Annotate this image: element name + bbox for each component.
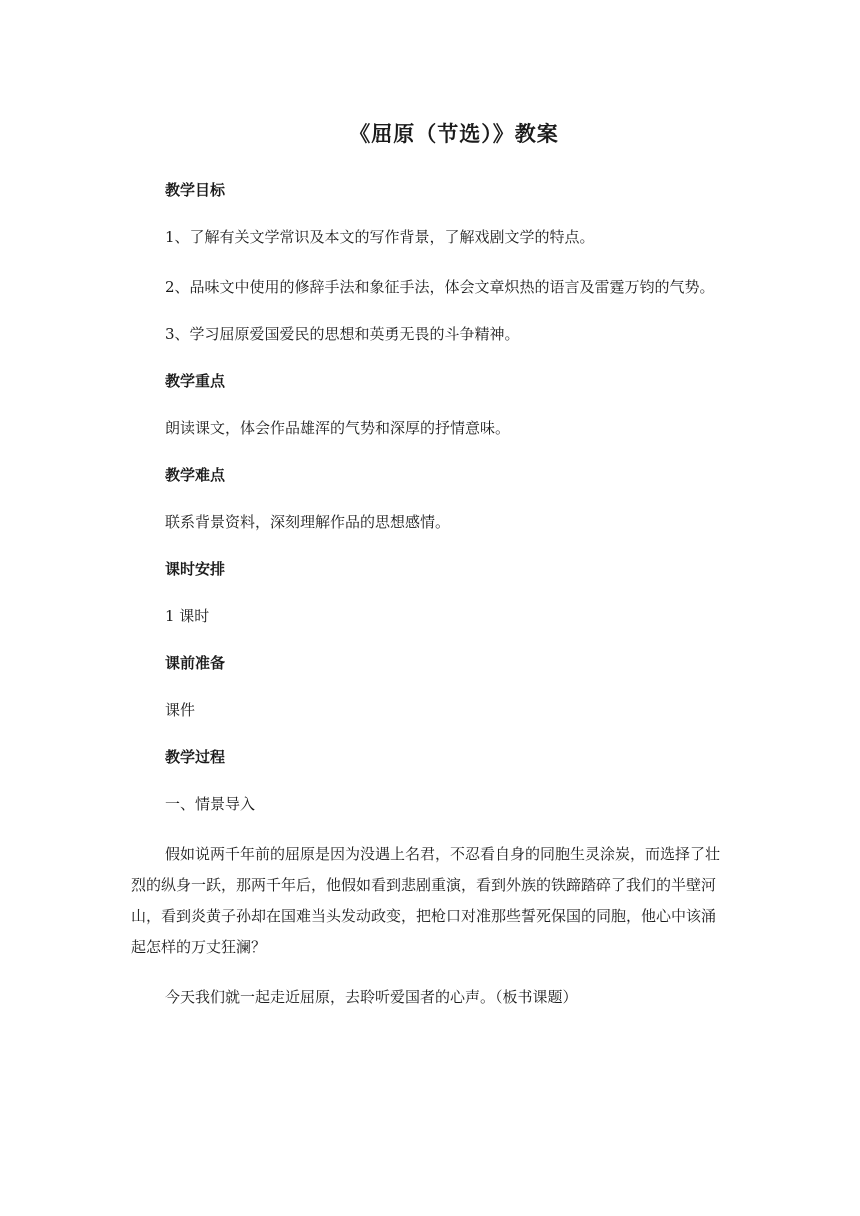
section-heading-process: 教学过程 — [165, 748, 226, 766]
section-heading-objectives: 教学目标 — [165, 181, 226, 199]
schedule-text: 1 课时 — [165, 607, 210, 625]
process-step-1-title: 一、情景导入 — [165, 795, 256, 813]
difficulties-text: 联系背景资料，深刻理解作品的思想感情。 — [165, 513, 451, 531]
section-heading-preparation: 课前准备 — [165, 654, 226, 672]
document-title: 《屈原（节选）》教案 — [349, 122, 559, 146]
key-points-text: 朗读课文，体会作品雄浑的气势和深厚的抒情意味。 — [165, 419, 511, 437]
objective-1: 1、了解有关文学常识及本文的写作背景，了解戏剧文学的特点。 — [165, 228, 595, 246]
section-heading-key-points: 教学重点 — [165, 372, 226, 390]
process-closing-paragraph: 今天我们就一起走近屈原，去聆听爱国者的心声。（板书课题） — [165, 988, 578, 1006]
process-intro-paragraph: 假如说两千年前的屈原是因为没遇上名君，不忍看自身的同胞生灵涂炭，而选择了壮烈的纵身一跃，那两千年后，他假如看到悲剧重演，看到外族的铁蹄踏碎了我们的半壁河山，看到炎黄子孙却在国难当头发动政变，把枪口对准那些誓死保国的同胞，他心中该涌起怎样的万丈狂澜？ — [131, 845, 721, 956]
objective-3: 3、学习屈原爱国爱民的思想和英勇无畏的斗争精神。 — [165, 325, 520, 343]
section-heading-schedule: 课时安排 — [165, 560, 226, 578]
objective-2: 2、品味文中使用的修辞手法和象征手法，体会文章炽热的语言及雷霆万钧的气势。 — [165, 278, 715, 296]
document-body — [131, 178, 725, 1032]
preparation-text: 课件 — [165, 701, 196, 719]
section-heading-difficulties: 教学难点 — [165, 466, 226, 484]
